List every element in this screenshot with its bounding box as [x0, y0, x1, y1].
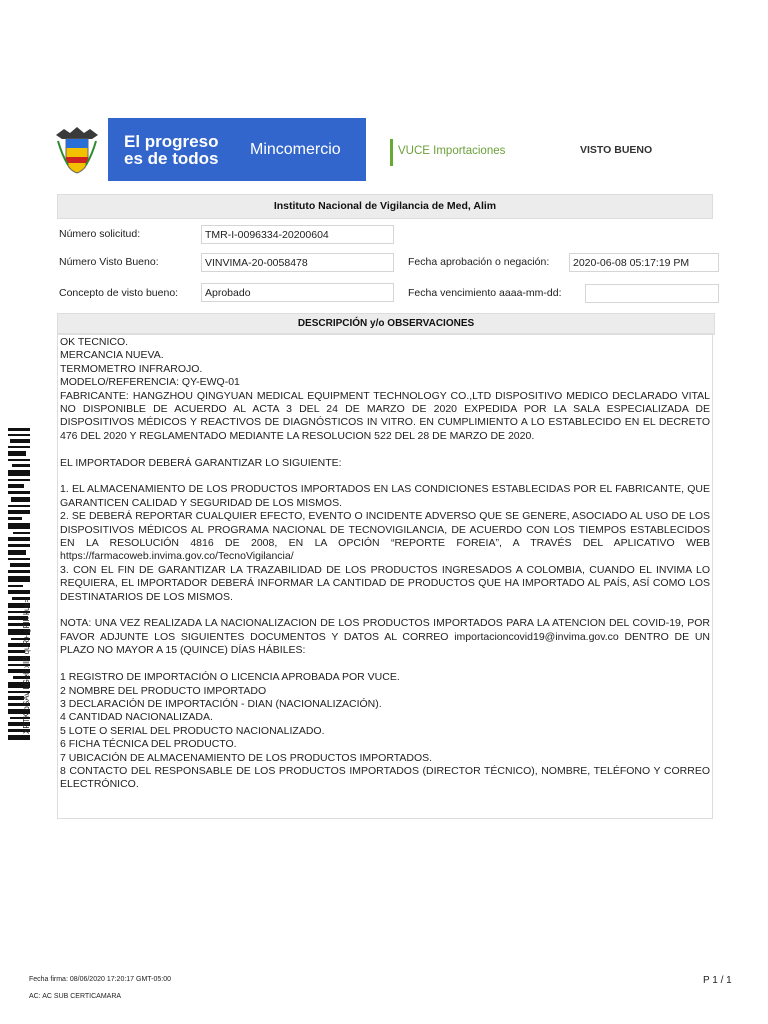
fecha-aprobacion-field: 2020-06-08 05:17:19 PM [569, 253, 719, 272]
fecha-vencimiento-field [585, 284, 719, 303]
header-banner [46, 118, 366, 181]
obs-line: MODELO/REFERENCIA: QY-EWQ-01 [60, 376, 240, 389]
observations-box [57, 333, 713, 819]
obs-paragraph: FABRICANTE: HANGZHOU QINGYUAN MEDICAL EQUIPMENT TECHNOLOGY CO.,LTD DISPOSITIVO MEDICO DECLARADO VITAL NO DISPONIBLE DE ACUERDO AL ACTA 3 DEL 24 DE MARZO DE 2020 EXPEDIDA POR LA SALA ESPECIALIZADA DE DISPOSITIVOS MÉDICOS Y REACTIVOS DE DIAGNÓSTICOS IN VITRO. EN CUMPLIMIENTO A LO ESTABLECIDO EN EL DECRETO 476 DEL 2020 Y REGLAMENTADO MEDIANTE LA RESOLUCION 522 DEL 28 DE MARZO DE 2020. [60, 389, 710, 442]
obs-paragraph: EL IMPORTADOR DEBERÁ GARANTIZAR LO SIGUIENTE: [60, 456, 342, 469]
certificate-authority: AC: AC SUB CERTICAMARA [29, 993, 122, 1000]
document-type: VISTO BUENO [580, 144, 653, 156]
list-item: 7 UBICACIÓN DE ALMACENAMIENTO DE LOS PRODUCTOS IMPORTADOS. [60, 751, 433, 764]
list-item: 1 REGISTRO DE IMPORTACIÓN O LICENCIA APROBADA POR VUCE. [60, 671, 400, 684]
obs-line: TERMOMETRO INFRAROJO. [60, 362, 203, 375]
list-item: 2 NOMBRE DEL PRODUCTO IMPORTADO [60, 684, 267, 697]
fecha-vencimiento-label: Fecha vencimiento aaaa-mm-dd: [408, 287, 562, 299]
obs-line: MERCANCIA NUEVA. [60, 349, 164, 362]
ministry-name: Mincomercio [250, 140, 341, 158]
page-number: P 1 / 1 [703, 975, 732, 986]
slogan: El progreso es de todos [124, 131, 219, 168]
list-item: 3 DECLARACIÓN DE IMPORTACIÓN - DIAN (NACIONALIZACIÓN). [60, 697, 382, 710]
vuce-label: VUCE Importaciones [398, 145, 506, 157]
institute-title: Instituto Nacional de Vigilancia de Med, Alim [57, 194, 713, 219]
numero-solicitud-field: TMR-I-0096334-20200604 [201, 225, 394, 244]
list-item: 8 CONTACTO DEL RESPONSABLE DE LOS PRODUCTOS IMPORTADOS (DIRECTOR TÉCNICO), NOMBRE, TELÉFONO Y CORREO ELECTRÓNICO. [60, 764, 710, 791]
obs-paragraph: 2. SE DEBERÁ REPORTAR CUALQUIER EFECTO, EVENTO O INCIDENTE ADVERSO QUE SE GENERE, ASOCIADO AL USO DE LOS DISPOSITIVOS MÉDICOS AL PROGRAMA NACIONAL DE TECNOVIGILANCIA, DE ACUERDO CON LOS TIEMPOS ESTABLECIDOS EN LA RESOLUCIÓN 4816 DE 2008, EN LA OPCIÓN “REPORTE FOREIA”, A TRAVÉS DEL APLICATIVO WEB https://farmacoweb.invima.gov.co/TecnoVigilancia/ [60, 510, 710, 563]
obs-paragraph: NOTA: UNA VEZ REALIZADA LA NACIONALIZACION DE LOS PRODUCTOS IMPORTADOS PARA LA ATENCION DEL COVID-19, POR FAVOR ADJUNTE LOS SIGUIENTES DOCUMENTOS Y DATOS AL CORREO importacioncovid19@invima.gov.co DENTRO DE UN PLAZO NO MAYOR A 15 (QUINCE) DÍAS HÁBILES: [60, 617, 710, 657]
vuce-divider [390, 139, 393, 166]
concepto-field: Aprobado [201, 283, 394, 302]
colombia-crest-icon [46, 118, 108, 181]
fecha-aprobacion-label: Fecha aprobación o negación: [408, 256, 550, 268]
concepto-label: Concepto de visto bueno: [59, 287, 179, 299]
numero-solicitud-label: Número solicitud: [59, 228, 141, 240]
obs-paragraph: 1. EL ALMACENAMIENTO DE LOS PRODUCTOS IMPORTADOS EN LAS CONDICIONES ESTABLECIDAS POR EL FABRICANTE, QUE GARANTICEN CALIDAD Y SEGURIDAD DE LOS MISMOS. [60, 483, 710, 509]
list-item: 5 LOTE O SERIAL DEL PRODUCTO NACIONALIZADO. [60, 724, 325, 737]
list-item: 4 CANTIDAD NACIONALIZADA. [60, 711, 213, 724]
signature-date: Fecha firma: 08/06/2020 17:20:17 GMT-05:00 [29, 976, 172, 983]
obs-paragraph: 3. CON EL FIN DE GARANTIZAR LA TRAZABILIDAD DE LOS PRODUCTOS INGRESADOS A COLOMBIA, CUANDO EL INVIMA LO REQUIERA, EL IMPORTADOR DEBERÁ INFORMAR LA CANTIDAD DE PRODUCTOS QUE HA IMPORTADO AL PAÍS, ASÍ COMO LOS DESTINATARIOS DE LOS MISMOS. [60, 563, 710, 603]
verification-code: XRTK bSAv kGe6 xIP quR+ gFIk kuk= [22, 597, 31, 734]
numero-visto-bueno-field: VINVIMA-20-0058478 [201, 253, 394, 272]
list-item: 6 FICHA TÉCNICA DEL PRODUCTO. [60, 738, 237, 751]
obs-line: OK TECNICO. [60, 336, 129, 348]
description-header: DESCRIPCIÓN y/o OBSERVACIONES [57, 313, 715, 335]
numero-visto-bueno-label: Número Visto Bueno: [59, 256, 159, 268]
